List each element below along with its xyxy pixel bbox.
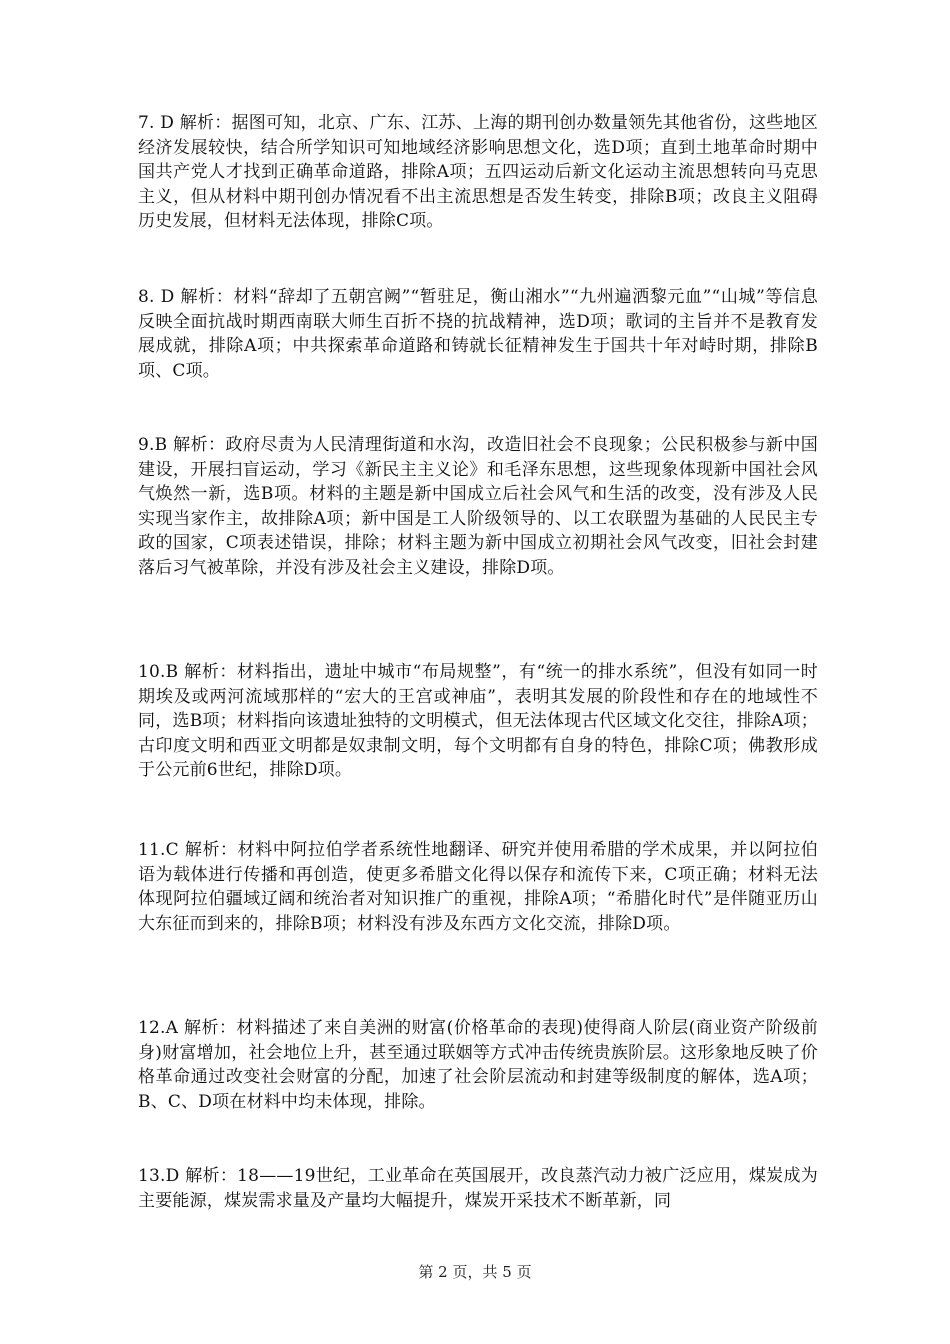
answer-7-explanation: 7. D 解析：据图可知，北京、广东、江苏、上海的期刊创办数量领先其他省份，这些地区经济发展较快，结合所学知识可知地域经济影响思想文化，选D项；直到土地革命时期中国共产党人才找到正确革命道路，排除A项；五四运动后新文化运动主流思想转向马克思主义，但从材料中期刊创办情况看不出主流思想是否发生转变，排除B项；改良主义阻碍历史发展，但材料无法体现，排除C项。: [138, 113, 818, 231]
page-footer: 第 2 页，共 5 页: [418, 1263, 532, 1281]
answer-12-explanation: 12.A 解析：材料描述了来自美洲的财富(价格革命的表现)使得商人阶层(商业资产阶级前身)财富增加，社会地位上升，甚至通过联姻等方式冲击传统贵族阶层。这形象地反映了价格革命通过改变社会财富的分配，加速了社会阶层流动和封建等级制度的解体，选A项；B、C、D项在材料中均未体现，排除。: [138, 1018, 818, 1112]
answer-11-explanation: 11.C 解析：材料中阿拉伯学者系统性地翻译、研究并使用希腊的学术成果，并以阿拉伯语为载体进行传播和再创造，使更多希腊文化得以保存和流传下来，C项正确；材料无法体现阿拉伯疆域辽阔和统治者对知识推广的重视，排除A项；“希腊化时代”是伴随亚历山大东征而到来的，排除B项；材料没有涉及东西方文化交流，排除D项。: [138, 840, 818, 934]
answer-10-explanation: 10.B 解析：材料指出，遗址中城市“布局规整”，有“统一的排水系统”，但没有如同一时期埃及或两河流域那样的“宏大的王宫或神庙”，表明其发展的阶段性和存在的地域性不同，选B项；材料指向该遗址独特的文明模式，但无法体现古代区域文化交往，排除A项；古印度文明和西亚文明都是奴隶制文明，每个文明都有自身的特色，排除C项；佛教形成于公元前6世纪，排除D项。: [138, 662, 818, 780]
answer-13-explanation: 13.D 解析：18——19世纪，工业革命在英国展开，改良蒸汽动力被广泛应用，煤炭成为主要能源，煤炭需求量及产量均大幅提升，煤炭开采技术不断革新，同: [138, 1166, 818, 1211]
answer-9-explanation: 9.B 解析：政府尽责为人民清理街道和水沟，改造旧社会不良现象；公民积极参与新中国建设，开展扫盲运动，学习《新民主主义论》和毛泽东思想，这些现象体现新中国社会风气焕然一新，选B项。材料的主题是新中国成立后社会风气和生活的改变，没有涉及人民实现当家作主，故排除A项；新中国是工人阶级领导的、以工农联盟为基础的人民民主专政的国家，C项表述错误，排除；材料主题为新中国成立初期社会风气改变，旧社会封建落后习气被革除，并没有涉及社会主义建设，排除D项。: [138, 435, 818, 578]
answer-8-explanation: 8. D 解析：材料“辞却了五朝宫阙”“暂驻足，衡山湘水”“九州遍洒黎元血”“山城”等信息反映全面抗战时期西南联大师生百折不挠的抗战精神，选D项；歌词的主旨并不是教育发展成就，排除A项；中共探索革命道路和铸就长征精神发生于国共十年对峙时期，排除B项、C项。: [138, 287, 818, 381]
